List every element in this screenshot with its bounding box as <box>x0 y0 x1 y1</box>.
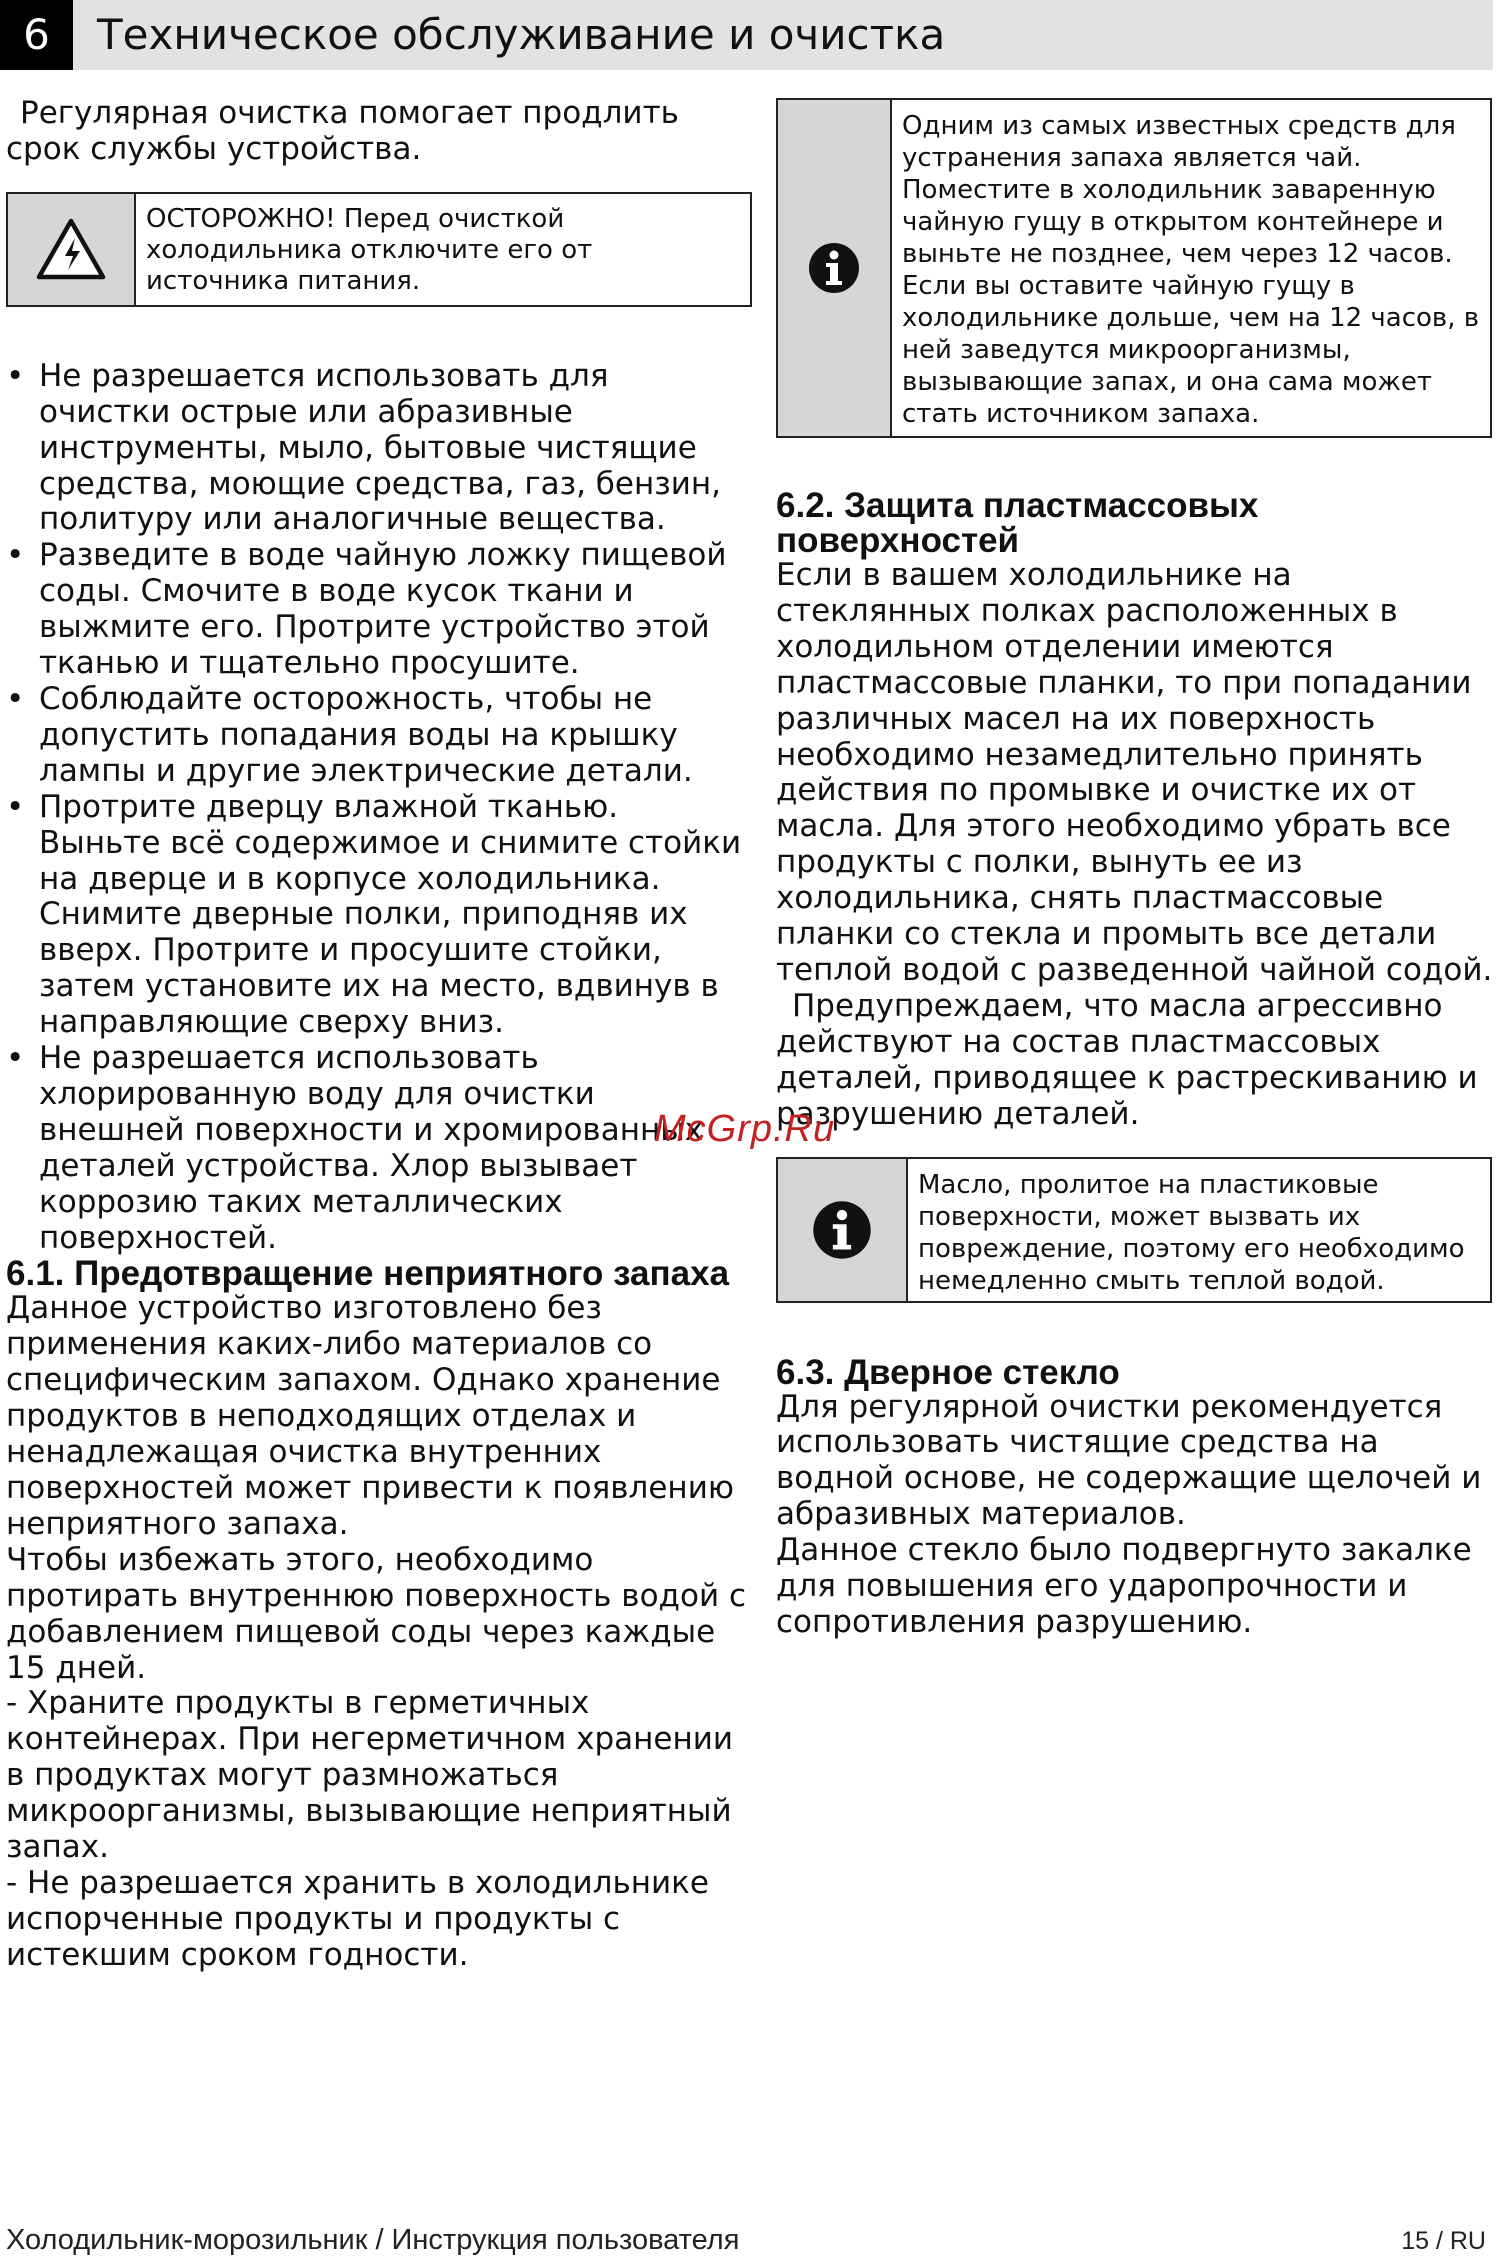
section-6-2-paragraph: Предупреждаем, что масла агрессивно действуют на состав пластмассовых деталей, приводящее к растрескиванию и разрушению деталей. <box>776 987 1478 1132</box>
section-6-1-paragraph: Данное устройство изготовлено без применения каких-либо материалов со специфическим запахом. Однако хранение продуктов в неподходящих отделах и ненадлежащая очистка внутренних поверхностей может привести к появлению неприятного запаха. <box>6 1290 734 1542</box>
list-item: • Разведите в воде чайную ложку пищевой соды. Смочите в воде кусок ткани и выжмите его. Протрите устройство этой тканью и тщательно просушите. <box>6 538 746 682</box>
warning-text: ОСТОРОЖНО! Перед очисткой холодильника отключите его от источника питания. <box>146 203 593 296</box>
oil-info-box <box>776 1157 1492 1303</box>
section-6-1-paragraph: - Храните продукты в герметичных контейнерах. При негерметичном хранении в продуктах могут размножаться микроорганизмы, вызывающие неприятный запах. <box>6 1685 734 1866</box>
right-column <box>776 98 1496 1641</box>
chapter-title: Техническое обслуживание и очистка <box>97 10 946 59</box>
section-6-2-title: 6.2. Защита пластмассовых поверхностей <box>776 486 1259 560</box>
intro-paragraph: Регулярная очистка помогает продлить срок службы устройства. <box>6 95 679 167</box>
section-6-2-paragraph: Если в вашем холодильнике на стеклянных полках расположенных в холодильном отделении имеются пластмассовые планки, то при попадании различных масел на их поверхность необходимо незамедлительно принять действия по промывке и очистке их от масла. Для этого необходимо убрать все продукты с полки, вынуть ее из холодильника, снять пластмассовые планки со стекла и промыть все детали теплой водой с разведенной чайной содой. <box>776 557 1493 988</box>
section-6-1-paragraph: Чтобы избежать этого, необходимо протирать внутреннюю поверхность водой с добавлением пищевой соды через каждые 15 дней. <box>6 1541 746 1686</box>
list-item: • Соблюдайте осторожность, чтобы не допустить попадания воды на крышку лампы и другие электрические детали. <box>6 682 746 790</box>
left-column <box>6 96 746 1974</box>
chapter-number: 6 <box>0 0 73 70</box>
section-6-3-paragraph: Для регулярной очистки рекомендуется использовать чистящие средства на водной основе, не содержащие щелочей и абразивных материалов. <box>776 1388 1482 1533</box>
info-icon <box>778 1159 908 1301</box>
info-icon <box>778 100 892 436</box>
cleaning-rules-list <box>6 359 746 1257</box>
section-6-1-paragraph: - Не разрешается хранить в холодильнике испорченные продукты и продукты с истекшим сроком годности. <box>6 1864 709 1973</box>
list-item: • Не разрешается использовать для очистки острые или абразивные инструменты, мыло, бытовые чистящие средства, моющие средства, газ, бензин, политуру или аналогичные вещества. <box>6 359 746 539</box>
tea-info-box <box>776 98 1492 438</box>
list-item: • Протрите дверцу влажной тканью. Выньте всё содержимое и снимите стойки на дверце и в корпусе холодильника. Снимите дверные полки, приподняв их вверх. Протрите и просушите стойки, затем установите их на место, вдвинув в направляющие сверху вниз. <box>6 790 746 1041</box>
list-item: • Не разрешается использовать хлорированную воду для очистки внешней поверхности и хромированных деталей устройства. Хлор вызывает коррозию таких металлических поверхностей. <box>6 1041 746 1256</box>
footer-product: Холодильник-морозильник / Инструкция пользователя <box>6 2224 740 2256</box>
electric-hazard-icon <box>8 194 136 305</box>
chapter-header <box>0 0 1493 70</box>
section-6-3-title: 6.3. Дверное стекло <box>776 1352 1120 1392</box>
warning-box <box>6 192 752 307</box>
page-number: 15 / RU <box>1401 2227 1486 2255</box>
section-6-3-paragraph: Данное стекло было подвергнуто закалке для повышения его ударопрочности и сопротивления разрушению. <box>776 1532 1472 1640</box>
oil-info-text: Масло, пролитое на пластиковые поверхности, может вызвать их повреждение, поэтому его необходимо немедленно смыть теплой водой. <box>918 1169 1465 1296</box>
tea-info-text: Одним из самых известных средств для устранения запаха является чай. Поместите в холодильник заваренную чайную гущу в открытом контейнере и выньте не позднее, чем через 12 часов. Если вы оставите чайную гущу в холодильнике дольше, чем на 12 часов, в ней заведутся микроорганизмы, вызывающие запах, и она сама может стать источником запаха. <box>902 111 1480 429</box>
section-6-1-title: 6.1. Предотвращение неприятного запаха <box>6 1254 730 1294</box>
watermark: McGrp.Ru <box>654 1108 836 1150</box>
